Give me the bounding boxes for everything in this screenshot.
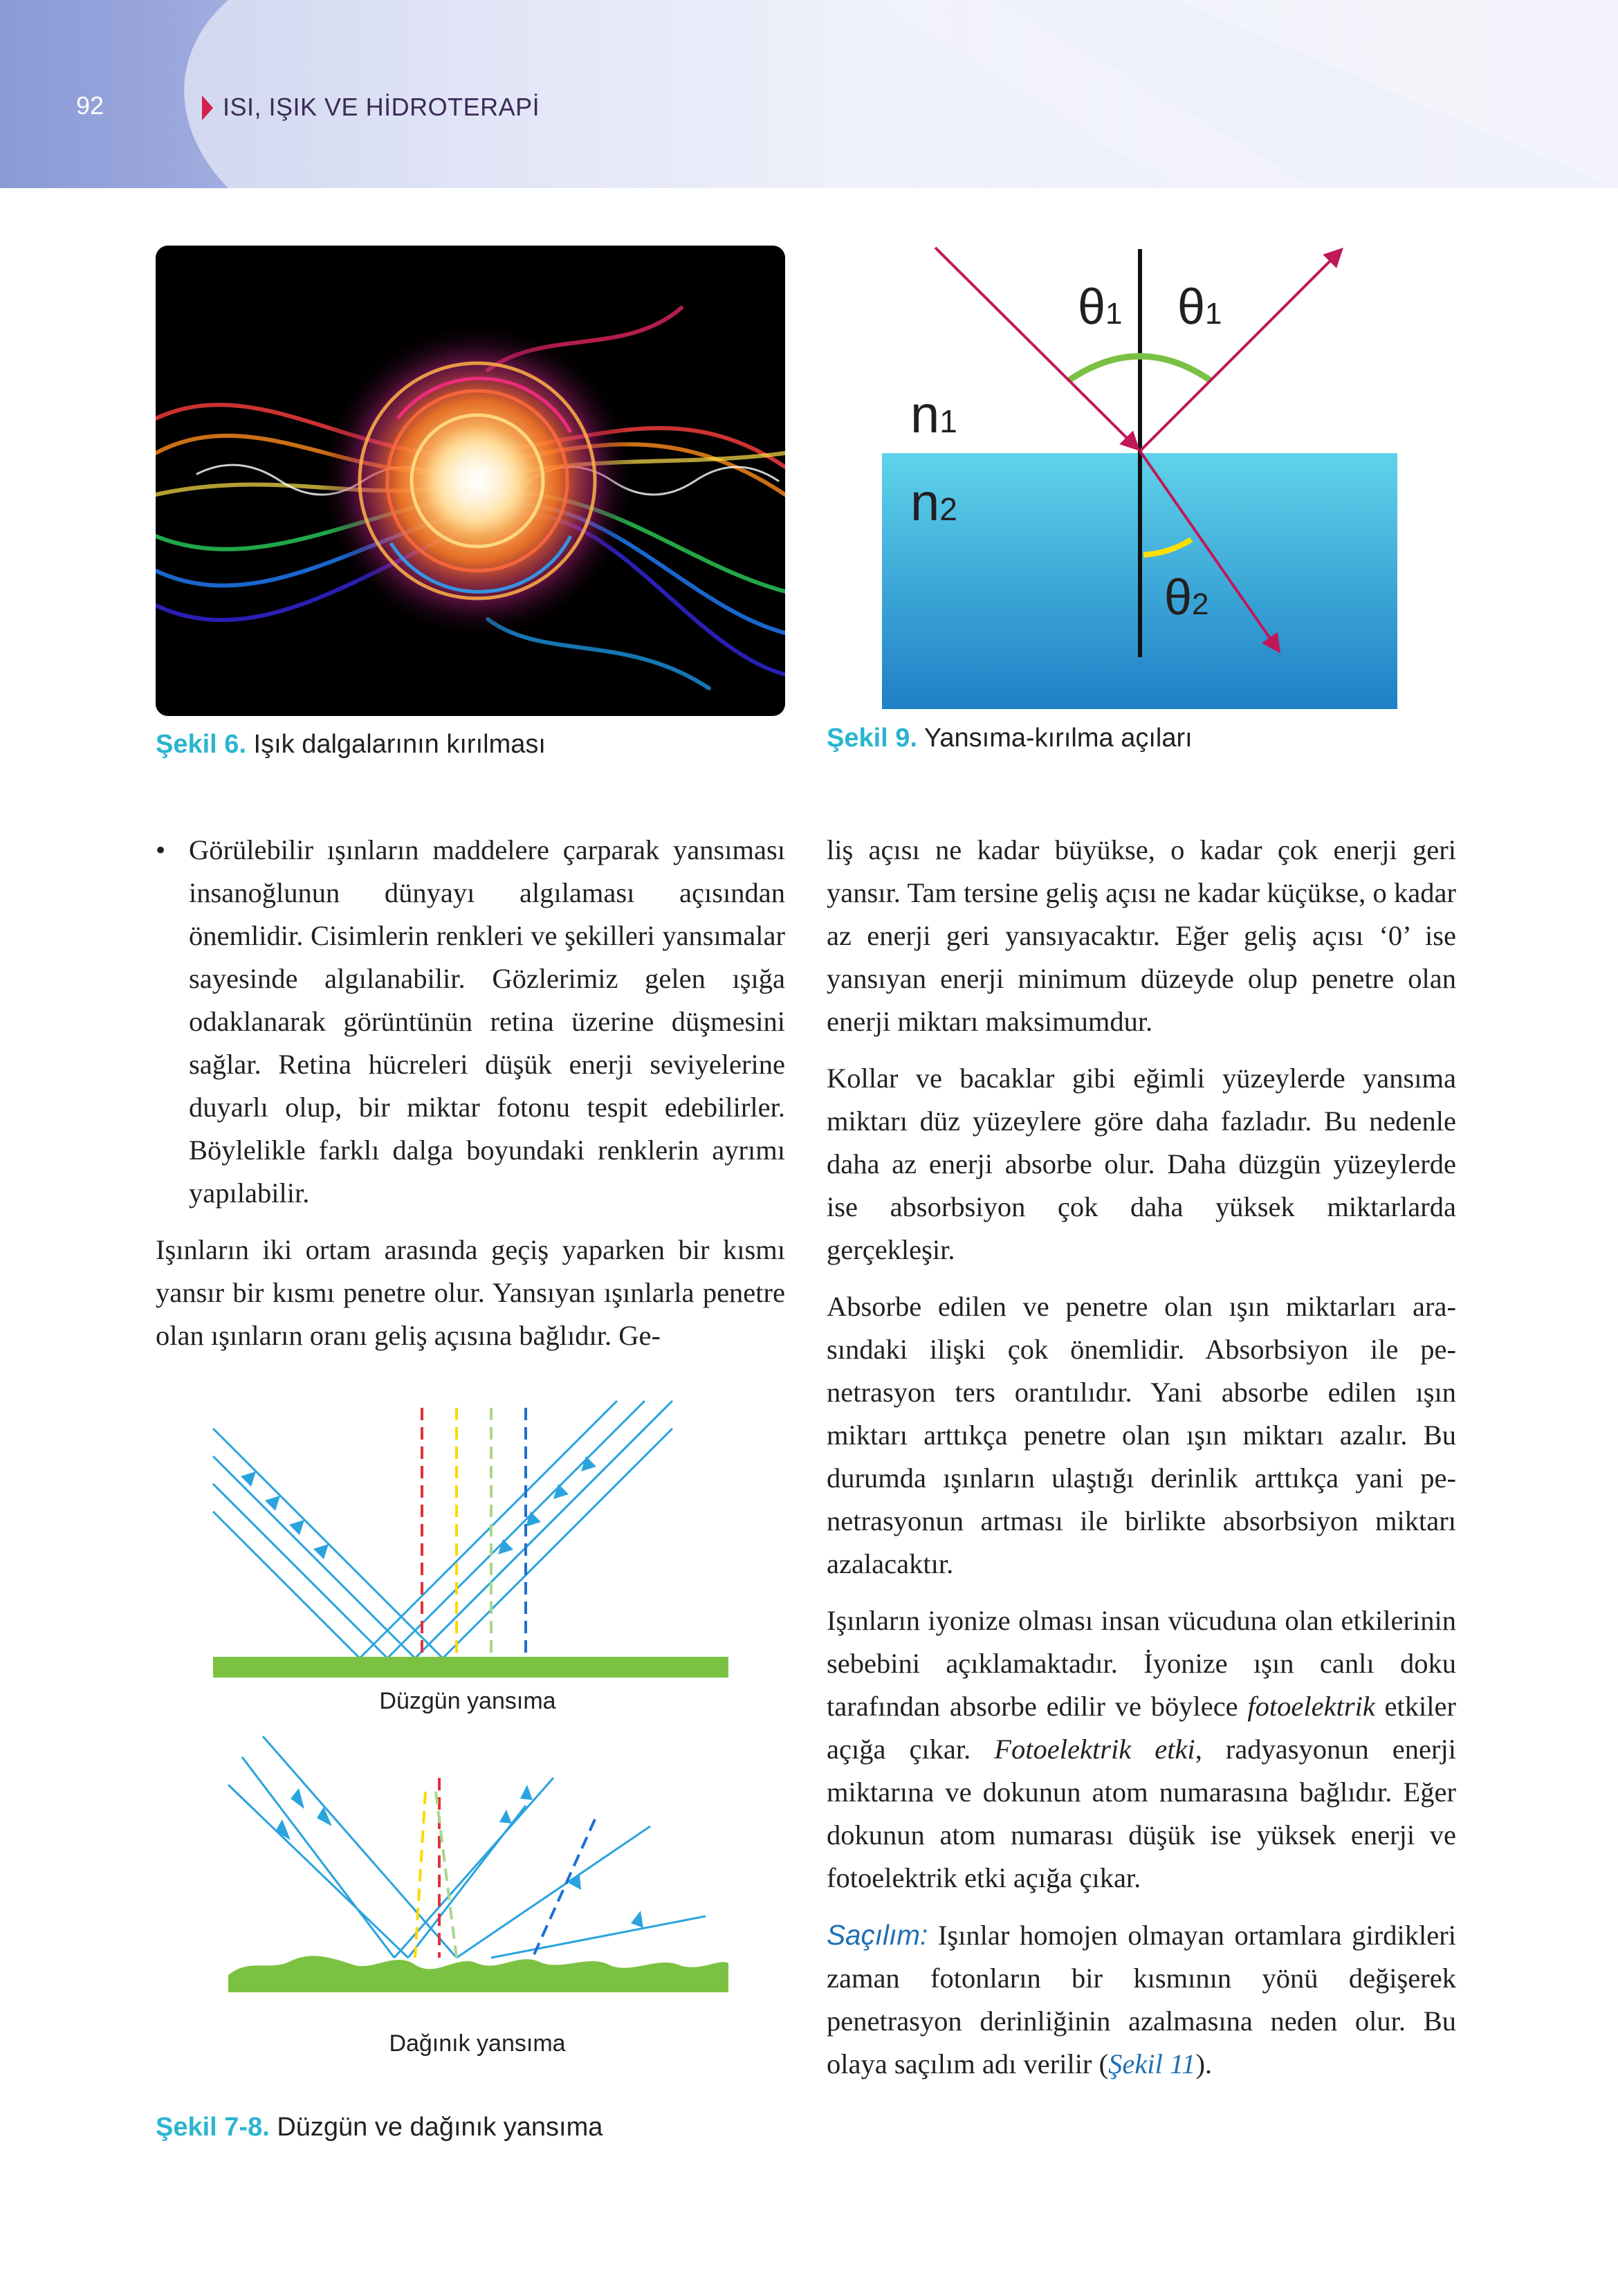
figure-9-text: Yansıma-kırılma açıları	[917, 724, 1193, 753]
figure-7-8-text: Düzgün ve dağınık yansıma	[269, 2113, 603, 2142]
diffuse-reflection	[228, 1736, 706, 1958]
figure-7-8-caption	[156, 2113, 603, 2142]
specular-label: Düzgün yansıma	[379, 1688, 556, 1714]
term-fotoelektrik: fotoelektrik	[1247, 1691, 1375, 1722]
figure-7-8-label: Şekil 7-8.	[156, 2113, 270, 2142]
bullet-text: Görülebilir ışınların maddelere çarparak yansıması insanoğlunun dünyayı algılaması açısından önemlidir. Cisimlerin renkleri ve şekilleri yansımalar sayesinde algılanabilir. Gözlerimiz gelen ışığa odaklanarak görüntünün retina üzerine düşmesini sağlar. Retina hücreleri düşük enerji seviyelerine duyarlı olup, bir miktar fotonu tespit edebilirler. Böylelikle farklı dalga boyundaki renklerin ayrımı yapılabilir.	[189, 834, 785, 1209]
term-sacilim: Saçılım:	[827, 1919, 928, 1951]
figure-6-text: Işık dalgalarının kırılması	[246, 730, 546, 759]
figure-11-reference[interactable]: Şekil 11	[1108, 2048, 1196, 2079]
diffuse-label: Dağınık yansıma	[389, 2030, 566, 2057]
diffuse-dashed-lines	[415, 1778, 595, 1958]
page-header	[0, 0, 1618, 188]
theta1-left-label: θ1	[1078, 279, 1123, 335]
specular-reflection	[213, 1401, 672, 1658]
right-paragraph-1: liş açısı ne kadar büyükse, o kadar çok enerji geri yansır. Tam tersine geliş açısı ne kadar küçükse, o kadar az enerji geri yansıyacaktır. Eğer geliş açısı ‘0’ ise yansıyan enerji minimum düzeyde olup penetre olan enerji miktarı maksimumdur.	[827, 834, 1456, 1037]
chevron-right-icon	[202, 95, 213, 120]
reflection-refraction-diagram	[879, 235, 1404, 713]
n1-label: n1	[910, 385, 957, 444]
rough-surface	[228, 1956, 728, 1992]
figure-6-caption	[156, 730, 546, 760]
theta2-label: θ2	[1164, 570, 1209, 625]
right-paragraph-5: Saçılım: Işınlar homojen olmayan ortamlara girdikleri zaman fotonların bir kısmının yönü değişerek penetrasyon derinliğinin azalmasına neden olur. Bu olaya saçılım adı verilir (Şekil 11).	[827, 1919, 1456, 2079]
specular-diffuse-reflection-diagram	[166, 1390, 747, 2082]
running-title: ISI, IŞIK VE HİDROTERAPİ	[223, 93, 540, 121]
figure-6-label: Şekil 6.	[156, 730, 246, 759]
figure-9-caption	[827, 724, 1193, 753]
smooth-surface	[213, 1657, 728, 1678]
incident-ray	[935, 248, 1137, 448]
right-paragraph-2: Kollar ve bacaklar gibi eğimli yüzeylerde yansıma miktarı düz yüzeylere göre daha fazladır. Bu nedenle daha az enerji absorbe olur. Daha düzgün yüzeylerde ise absorbsiyon çok daha yüksek miktarlarda gerçekleşir.	[827, 1063, 1456, 1265]
bullet-item	[156, 829, 785, 1215]
theta1-right-label: θ1	[1177, 279, 1222, 335]
reflected-ray	[1140, 250, 1341, 451]
specular-arrowheads	[241, 1456, 596, 1559]
light-waves-image	[156, 246, 785, 716]
bullet-dot: •	[156, 834, 166, 865]
figure-9-label: Şekil 9.	[827, 724, 917, 753]
n2-label: n2	[910, 473, 957, 532]
term-fotoelektrik-etki: Fotoelektrik etki	[994, 1734, 1195, 1765]
right-paragraph-3: Absorbe edilen ve penetre olan ışın miktarları arasındaki ilişki çok önemlidir. Absorbsiyon ile penetrasyon ters orantılıdır. Yani absorbe edilen ışın miktarı arttıkça penetre olan ışın miktarı azalır. Bu durumda ışınların ulaştığı derinlik arttıkça yani penetrasyonun artması ile birlikte absorbsiyon miktarı azalacaktır.	[827, 1291, 1456, 1579]
right-text-column	[827, 829, 1456, 2100]
diffuse-arrowheads	[275, 1785, 643, 1928]
right-paragraph-4: Işınların iyonize olması insan vücuduna olan etkilerinin sebebini açıklamaktadır. İyonize ışın canlı doku tarafından absorbe edilir ve böylece fotoelektrik etkiler açığa çıkar. Fotoelektrik etki, radyasyonun enerji miktarına ve dokunun atom numarasına bağlıdır. Eğer dokunun atom numarası düşük ise yüksek enerji ve fotoelektrik etki açığa çıkar.	[827, 1605, 1457, 1893]
left-text-column	[156, 829, 785, 1371]
page-number: 92	[76, 91, 104, 120]
left-paragraph-1: Işınların iki ortam arasında geçiş yaparken bir kısmı yansır bir kısmı penetre olur. Yansıyan ışınlarla penetre olan ışınların oranı geliş açısına bağlıdır. Ge-	[156, 1234, 785, 1351]
